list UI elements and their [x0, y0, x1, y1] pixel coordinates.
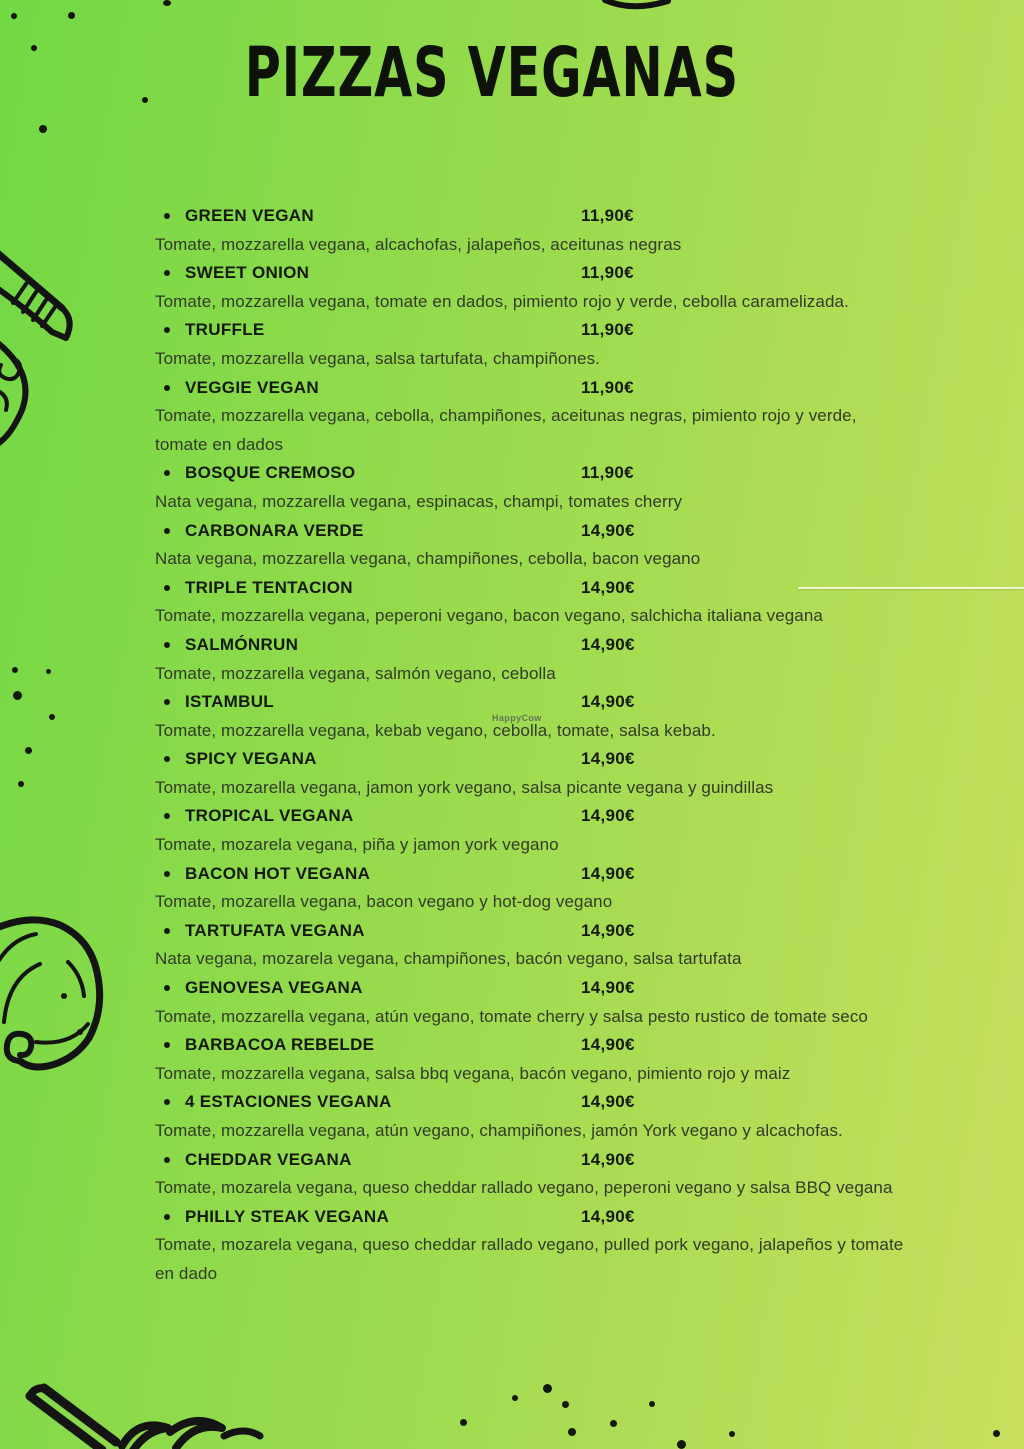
dot-decoration: [543, 1384, 552, 1393]
menu-item-header: [155, 974, 1015, 1003]
menu-item: [155, 631, 1015, 688]
menu-item-price: 11,90€: [581, 463, 634, 483]
bullet-icon: [164, 1099, 170, 1105]
menu-item-name: BOSQUE CREMOSO: [185, 463, 356, 483]
bullet-icon: [164, 1042, 170, 1048]
herb-illustration-icon: [0, 1384, 290, 1449]
bullet-icon: [164, 756, 170, 762]
menu-item-price: 14,90€: [581, 1206, 635, 1226]
bullet-icon: [164, 699, 170, 705]
menu-item: [155, 688, 1015, 745]
menu-item-header: [155, 1031, 1015, 1060]
bullet-icon: [164, 871, 170, 877]
menu-item-name: GENOVESA VEGANA: [185, 978, 363, 998]
menu-item-price: 14,90€: [581, 1149, 635, 1169]
bullet-icon: [164, 385, 170, 391]
menu-item-description: Tomate, mozarela vegana, piña y jamon york vegano: [155, 835, 559, 855]
menu-item-price: 14,90€: [581, 806, 635, 826]
dot-decoration: [610, 1420, 617, 1427]
dot-decoration: [18, 781, 24, 787]
menu-item-name: CHEDDAR VEGANA: [185, 1149, 352, 1169]
menu-item-name: PHILLY STEAK VEGANA: [185, 1206, 390, 1226]
menu-item-price: 14,90€: [581, 920, 635, 940]
menu-item-description: Tomate, mozarela vegana, queso cheddar rallado vegano, pulled pork vegano, jalapeños y tomate: [155, 1235, 904, 1255]
menu-item-description: Tomate, mozzarella vegana, alcachofas, jalapeños, aceitunas negras: [155, 234, 682, 254]
menu-item-description: tomate en dados: [155, 434, 284, 454]
menu-item-header: [155, 517, 1015, 546]
menu-item: [155, 1203, 1015, 1289]
title-wrap: [0, 34, 984, 114]
menu-item-header: [155, 1088, 1015, 1117]
dot-decoration: [46, 669, 51, 674]
menu-item-description: Tomate, mozzarella vegana, atún vegano, tomate cherry y salsa pesto rustico de tomate seco: [155, 1006, 868, 1026]
menu-item-header: [155, 374, 1015, 403]
bullet-icon: [164, 1214, 170, 1220]
menu-item-description: Tomate, mozzarella vegana, atún vegano, champiñones, jamón York vegano y alcachofas.: [155, 1121, 843, 1140]
menu-item-header: [155, 745, 1015, 774]
menu-item-name: CARBONARA VERDE: [185, 520, 364, 540]
menu-item-price: 14,90€: [581, 863, 635, 883]
menu-item-name: SPICY VEGANA: [185, 749, 317, 769]
bullet-icon: [164, 585, 170, 591]
menu-item: [155, 202, 1015, 259]
dot-decoration: [25, 747, 32, 754]
menu-item-name: VEGGIE VEGAN: [185, 377, 319, 397]
bullet-icon: [164, 985, 170, 991]
menu-item: [155, 459, 1015, 516]
menu-item: [155, 1088, 1015, 1145]
menu-item-price: 11,90€: [581, 263, 634, 283]
menu-item-description: Tomate, mozzarella vegana, kebab vegano, cebolla, tomate, salsa kebab.: [155, 720, 716, 740]
dot-decoration: [49, 714, 55, 720]
dot-decoration: [568, 1428, 576, 1436]
dot-decoration: [13, 691, 22, 700]
dot-decoration: [512, 1395, 518, 1401]
menu-item-header: [155, 459, 1015, 488]
menu-item-description: Tomate, mozzarella vegana, tomate en dados, pimiento rojo y verde, cebolla caramelizada.: [155, 291, 849, 311]
watermark: HappyCow: [492, 713, 542, 723]
menu-item-price: 14,90€: [581, 692, 635, 712]
menu-item-header: [155, 316, 1015, 345]
menu-item-description: Tomate, mozzarella vegana, salsa bbq vegana, bacón vegano, pimiento rojo y maiz: [155, 1063, 791, 1083]
menu-item-description: Nata vegana, mozzarella vegana, champiñones, cebolla, bacon vegano: [155, 549, 701, 569]
bullet-icon: [164, 813, 170, 819]
menu-item: [155, 860, 1015, 917]
menu-item-name: GREEN VEGAN: [185, 206, 314, 225]
dot-decoration: [163, 0, 171, 6]
menu-item-price: 14,90€: [581, 978, 635, 998]
menu-item-description: Tomate, mozzarella vegana, peperoni vegano, bacon vegano, salchicha italiana vegana: [155, 606, 823, 626]
mushroom-illustration-icon: [0, 912, 112, 1087]
menu-item-price: 14,90€: [581, 577, 635, 597]
menu-item-price: 11,90€: [581, 206, 634, 225]
menu-item-price: 14,90€: [581, 1035, 635, 1055]
menu-item-header: [155, 860, 1015, 889]
menu-item: [155, 745, 1015, 802]
menu-item: [155, 917, 1015, 974]
menu-item-header: [155, 802, 1015, 831]
menu-item-name: BACON HOT VEGANA: [185, 863, 371, 883]
menu-item-header: [155, 574, 1015, 603]
menu-item-name: TRIPLE TENTACION: [185, 577, 353, 597]
bullet-icon: [164, 528, 170, 534]
menu-item-header: [155, 688, 1015, 717]
bullet-icon: [164, 327, 170, 333]
menu-item: [155, 517, 1015, 574]
menu-item-name: TRUFFLE: [185, 320, 265, 340]
menu-item-name: SALMÓNRUN: [185, 634, 299, 654]
menu-item-name: TROPICAL VEGANA: [185, 806, 354, 826]
menu-item-description: Nata vegana, mozzarella vegana, espinacas, champi, tomates cherry: [155, 491, 683, 511]
dot-decoration: [12, 667, 18, 673]
pizza-slice-illustration-icon: [0, 240, 80, 455]
bullet-icon: [164, 1157, 170, 1163]
bullet-icon: [164, 470, 170, 476]
menu-item-price: 14,90€: [581, 520, 635, 540]
bullet-icon: [164, 642, 170, 648]
menu-item-name: SWEET ONION: [185, 263, 310, 283]
menu-item-price: 14,90€: [581, 1092, 635, 1112]
menu-item-header: [155, 202, 1015, 231]
menu-item-name: TARTUFATA VEGANA: [185, 920, 365, 940]
menu-item-name: ISTAMBUL: [185, 692, 274, 712]
dot-decoration: [68, 12, 75, 19]
menu-item-header: [155, 1203, 1015, 1232]
menu-item-header: [155, 1146, 1015, 1175]
bullet-icon: [164, 270, 170, 276]
arc-decoration-icon: [604, 0, 674, 12]
menu-item: [155, 259, 1015, 316]
menu-item: [155, 316, 1015, 373]
menu-item: [155, 574, 1015, 631]
menu-item-description: Tomate, mozarella vegana, bacon vegano y hot-dog vegano: [155, 892, 613, 912]
menu-item-price: 11,90€: [581, 377, 634, 397]
dot-decoration: [729, 1431, 735, 1437]
menu-item: [155, 802, 1015, 859]
menu-item-description: en dado: [155, 1263, 218, 1283]
bullet-icon: [164, 213, 170, 219]
menu-item-price: 11,90€: [581, 320, 634, 340]
menu-item-description: Tomate, mozarella vegana, jamon york vegano, salsa picante vegana y guindillas: [155, 777, 774, 797]
page-title: PIZZAS VEGANAS: [244, 34, 740, 114]
menu-item-description: Tomate, mozzarella vegana, salsa tartufata, champiñones.: [155, 348, 601, 368]
menu-item-header: [155, 917, 1015, 946]
menu-item-name: BARBACOA REBELDE: [185, 1035, 375, 1055]
menu-item-price: 14,90€: [581, 749, 635, 769]
dot-decoration: [677, 1440, 686, 1449]
menu-item-header: [155, 259, 1015, 288]
menu-item: [155, 1146, 1015, 1203]
menu-item: [155, 1031, 1015, 1088]
menu-item-price: 14,90€: [581, 634, 635, 654]
dot-decoration: [460, 1419, 467, 1426]
menu-item-description: Nata vegana, mozarela vegana, champiñones, bacón vegano, salsa tartufata: [155, 949, 742, 969]
dot-decoration: [993, 1430, 1000, 1437]
menu-list: [155, 202, 1015, 1289]
menu-item: [155, 974, 1015, 1031]
bullet-icon: [164, 928, 170, 934]
menu-item-name: 4 ESTACIONES VEGANA: [185, 1092, 392, 1112]
menu-item-description: Tomate, mozarela vegana, queso cheddar rallado vegano, peperoni vegano y salsa BBQ vegana: [155, 1178, 893, 1198]
dot-decoration: [39, 125, 47, 133]
dot-decoration: [11, 13, 17, 19]
menu-item-description: Tomate, mozzarella vegana, cebolla, champiñones, aceitunas negras, pimiento rojo y verde,: [155, 406, 857, 426]
menu-item-header: [155, 631, 1015, 660]
dot-decoration: [649, 1401, 655, 1407]
dot-decoration: [562, 1401, 569, 1408]
menu-item: [155, 374, 1015, 460]
menu-item-description: Tomate, mozzarella vegana, salmón vegano, cebolla: [155, 663, 556, 683]
